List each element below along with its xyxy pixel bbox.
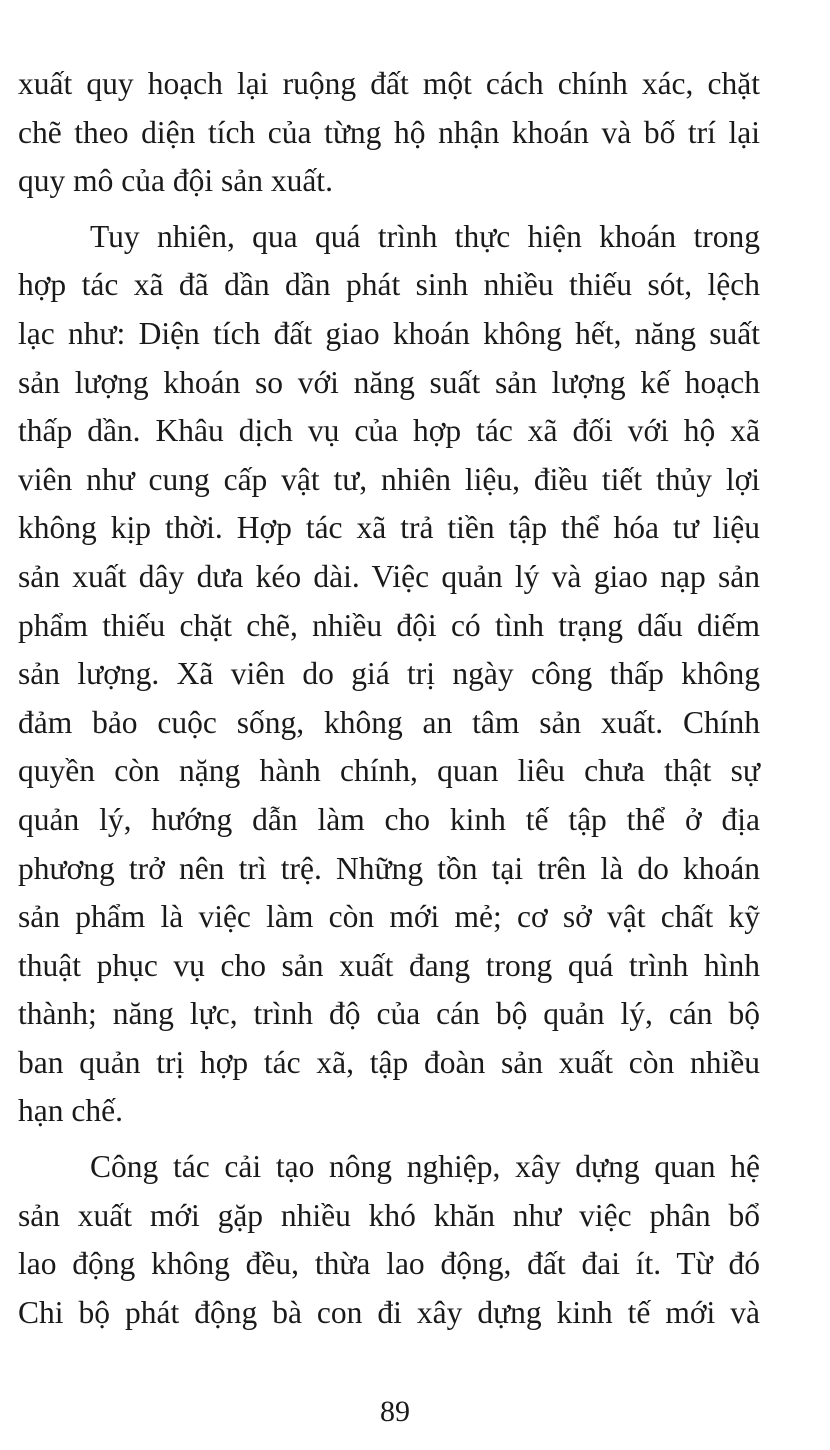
text-line: quản lý, hướng dẫn làm cho kinh tế tập thể ở địa (18, 801, 760, 837)
text-line: quyền còn nặng hành chính, quan liêu chưa thật sự (18, 753, 760, 789)
paragraph-2 (18, 213, 760, 1136)
text-line: sản lượng khoán so với năng suất sản lượng kế hoạch (18, 364, 760, 400)
text-line: thuật phục vụ cho sản xuất đang trong quá trình hình (18, 947, 760, 983)
text-line: phẩm thiếu chặt chẽ, nhiều đội có tình trạng dấu diếm (18, 607, 760, 643)
text-line: thành; năng lực, trình độ của cán bộ quản lý, cán bộ (18, 996, 760, 1032)
paragraph-gap (18, 206, 760, 213)
text-line: Công tác cải tạo nông nghiệp, xây dựng quan hệ (90, 1149, 760, 1185)
text-line: sản xuất dây dưa kéo dài. Việc quản lý và giao nạp sản (18, 558, 760, 594)
text-line: sản lượng. Xã viên do giá trị ngày công thấp không (18, 656, 760, 692)
text-line: hợp tác xã đã dần dần phát sinh nhiều thiếu sót, lệch (18, 267, 760, 303)
paragraph-3 (18, 1143, 760, 1337)
text-line: viên như cung cấp vật tư, nhiên liệu, điều tiết thủy lợi (18, 461, 760, 497)
text-line: xuất quy hoạch lại ruộng đất một cách chính xác, chặt (18, 66, 760, 101)
text-line: chẽ theo diện tích của từng hộ nhận khoán và bố trí lại (18, 114, 760, 150)
paragraph-gap (18, 1136, 760, 1143)
text-line: không kịp thời. Hợp tác xã trả tiền tập thể hóa tư liệu (18, 510, 760, 546)
page-body (18, 60, 760, 1337)
paragraph-1 (18, 60, 760, 206)
text-line: ban quản trị hợp tác xã, tập đoàn sản xuất còn nhiều (18, 1044, 760, 1080)
text-line: quy mô của đội sản xuất. (18, 163, 333, 199)
text-line: đảm bảo cuộc sống, không an tâm sản xuất. Chính (18, 704, 760, 740)
text-line: phương trở nên trì trệ. Những tồn tại trên là do khoán (18, 850, 760, 886)
text-line: Tuy nhiên, qua quá trình thực hiện khoán trong (90, 218, 760, 254)
text-line: hạn chế. (18, 1093, 123, 1129)
text-line: lạc như: Diện tích đất giao khoán không hết, năng suất (18, 315, 760, 351)
page-number: 89 (380, 1395, 410, 1428)
text-line: lao động không đều, thừa lao động, đất đai ít. Từ đó (18, 1246, 760, 1282)
text-line: sản phẩm là việc làm còn mới mẻ; cơ sở vật chất kỹ (18, 899, 760, 935)
text-line: sản xuất mới gặp nhiều khó khăn như việc phân bổ (18, 1197, 760, 1233)
text-line: Chi bộ phát động bà con đi xây dựng kinh tế mới và (18, 1294, 760, 1330)
text-line: thấp dần. Khâu dịch vụ của hợp tác xã đối với hộ xã (18, 413, 760, 449)
